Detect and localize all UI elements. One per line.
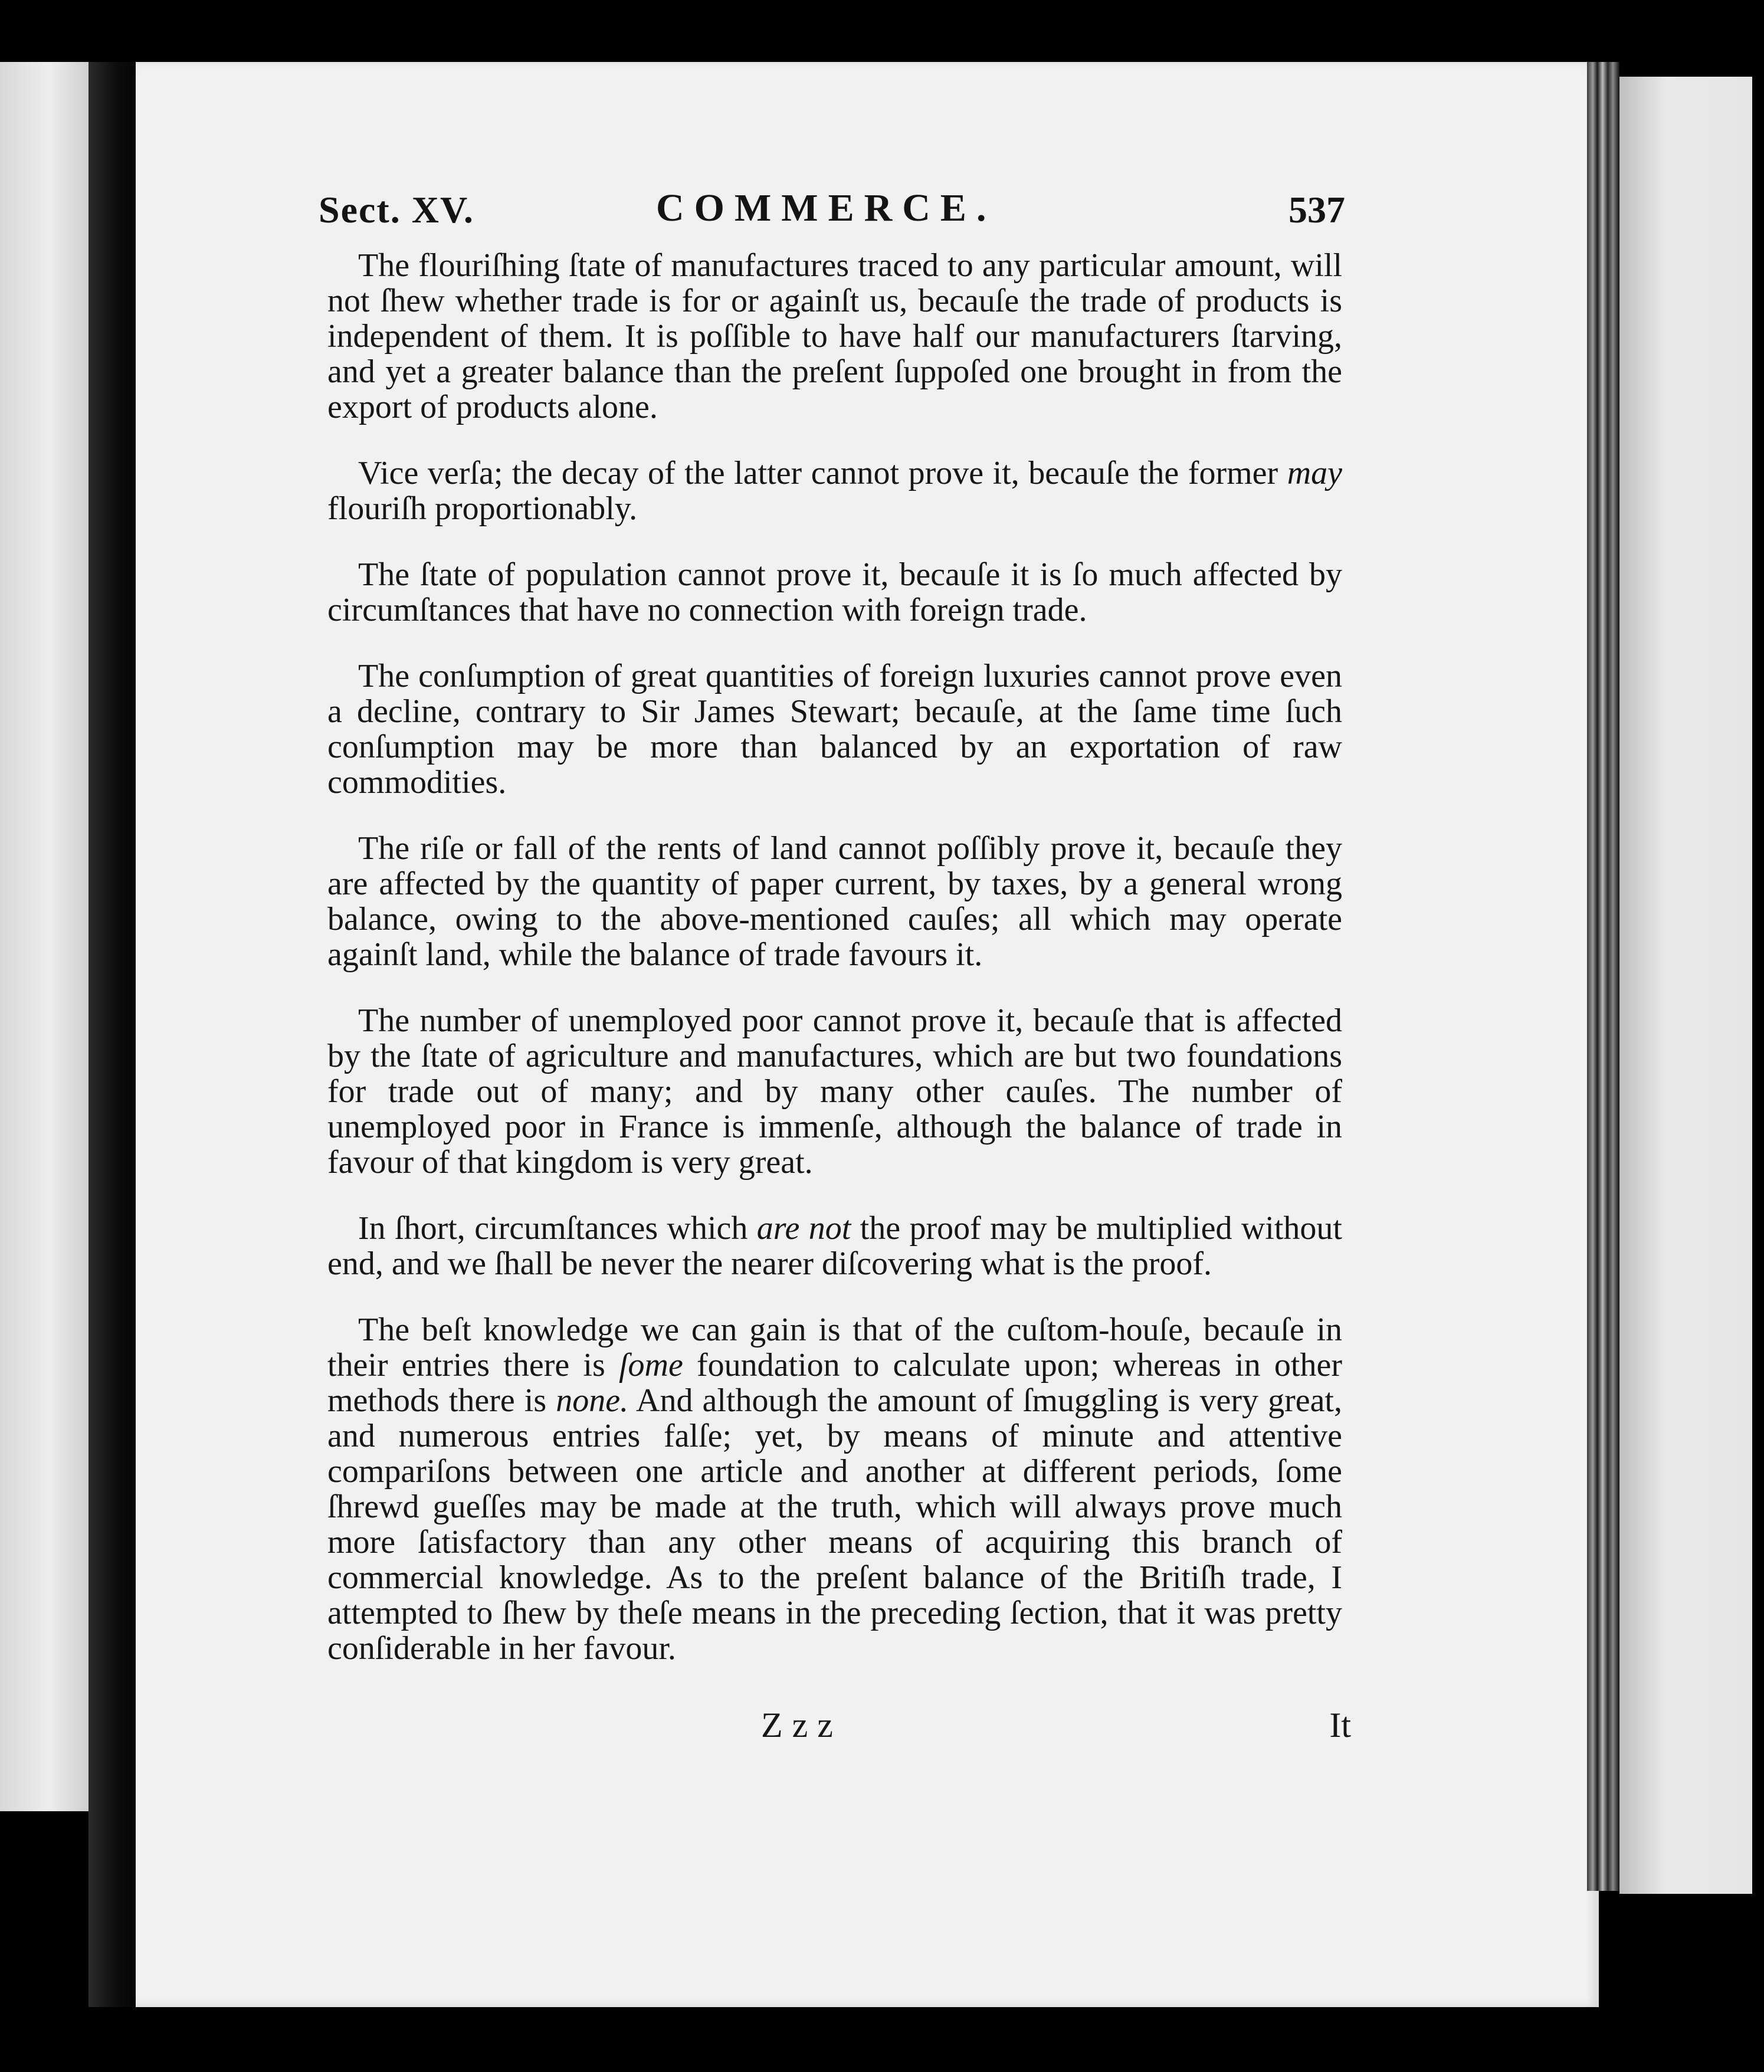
- paragraph-text: Vice verſa; the decay of the latter cannot prove it, becauſe the former: [358, 455, 1287, 491]
- paragraph-text: foundation to calculate upon; whereas in other methods there is: [327, 1347, 1342, 1419]
- paragraph-in-short: [327, 1211, 1342, 1281]
- paragraph-unemployed-poor: The number of unemployed poor cannot prove it, becauſe that is affected by the ſtate of agriculture and manufactures, which are but two foundations for trade out of many; and by many other cauſes. The number of unemployed poor in France is immenſe, although the balance of trade in favour of that kingdom is very great.: [327, 1002, 1342, 1181]
- paragraph-vice-versa: [327, 455, 1342, 526]
- paragraph-luxuries: The conſumption of great quantities of foreign luxuries cannot prove even a decline, contrary to Sir James Stewart; becauſe, at the ſame time ſuch conſumption may be more than balanced by an exportation of raw commodities.: [327, 658, 1342, 801]
- catchword: It: [1329, 1706, 1351, 1745]
- page-number: 537: [1288, 189, 1345, 231]
- facing-page-edge: [0, 62, 88, 1811]
- book-binding-gutter: [1587, 62, 1619, 1891]
- emphasis-text: none.: [556, 1382, 629, 1419]
- page-title: COMMERCE.: [656, 186, 996, 230]
- paragraph-population: The ſtate of population cannot prove it, becauſe it is ſo much affected by circumſtances that have no connection with foreign trade.: [327, 556, 1342, 628]
- scan-border-left: [88, 62, 136, 2072]
- scan-border-top: [0, 0, 1764, 62]
- emphasis-text: are not: [756, 1210, 851, 1247]
- next-page-edge: [1619, 77, 1752, 1894]
- page-body: [327, 248, 1342, 1697]
- paragraph-custom-house: [327, 1312, 1342, 1666]
- paragraph-rents: The riſe or fall of the rents of land cannot poſſibly prove it, becauſe they are affected by the quantity of paper current, by taxes, by a general wrong balance, owing to the above-mentioned cauſes; all which may operate againſt land, while the balance of trade favours it.: [327, 830, 1342, 973]
- signature-mark: Zzz: [761, 1706, 842, 1745]
- paragraph-text: the proof may be multiplied without end, and we ſhall be never the nearer diſcovering what is the proof.: [327, 1210, 1342, 1282]
- emphasis-text: may: [1287, 455, 1342, 491]
- paragraph-text: flouriſh proportionably.: [327, 490, 638, 527]
- running-head: [319, 180, 1345, 245]
- emphasis-text: ſome: [618, 1347, 683, 1383]
- page-footer: [761, 1705, 1351, 1758]
- paragraph-text: The beſt knowledge we can gain is that of the cuſtom-houſe, becauſe in their entries there is: [327, 1312, 1342, 1383]
- paragraph-text: And although the amount of ſmuggling is very great, and numerous entries falſe; yet, by means of minute and attentive compariſons between one article and another at different periods, ſome ſhrewd gueſſes may be made at the truth, which will always prove much more ſatisfactory than any other means of acquiring this branch of commercial knowledge. As to the preſent balance of the Britiſh trade, I attempted to ſhew by theſe means in the preceding ſection, that it was pretty conſiderable in her favour.: [327, 1382, 1342, 1667]
- section-label: Sect. XV.: [319, 189, 474, 231]
- paragraph-text: In ſhort, circumſtances which: [358, 1210, 757, 1247]
- paragraph-manufactures: The flouriſhing ſtate of manufactures traced to any particular amount, will not ſhew whether trade is for or againſt us, becauſe the trade of products is independent of them. It is poſſible to have half our manufacturers ſtarving, and yet a greater balance than the preſent ſuppoſed one brought in from the export of products alone.: [327, 247, 1342, 425]
- scan-border-bottom: [0, 2007, 1764, 2072]
